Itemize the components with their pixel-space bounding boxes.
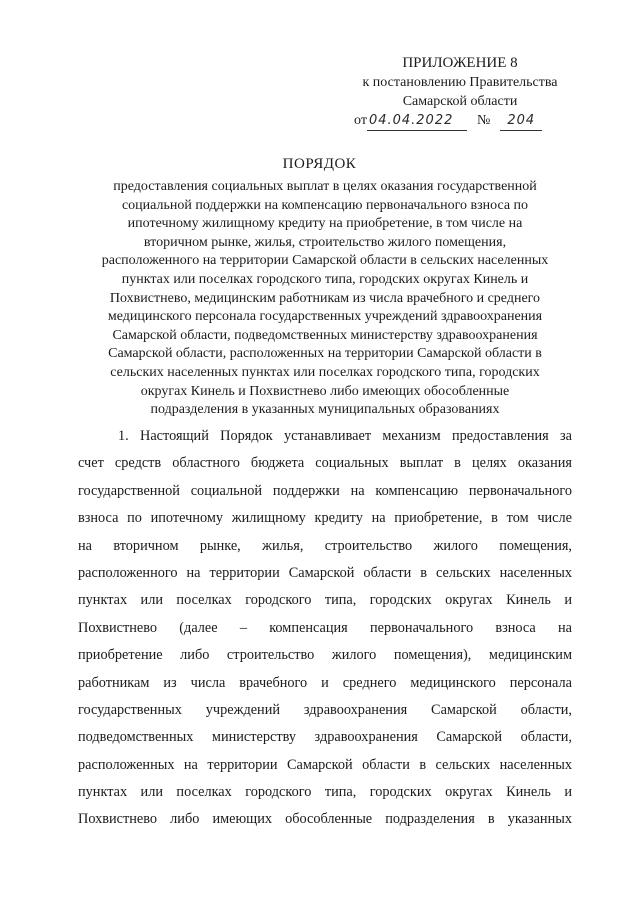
subtitle-line: сельских населенных пунктах или поселках городского типа, городских — [110, 364, 540, 380]
paragraph-1 — [78, 423, 572, 834]
body-line: 1. Настоящий Порядок устанавливает механизм предоставления за — [118, 428, 572, 444]
subtitle-line: Самарской области, подведомственных министерству здравоохранения — [112, 327, 538, 343]
body-line: Похвистнево либо имеющих обособленные подразделения в указанных — [78, 811, 572, 828]
body-line: работникам из числа врачебного и среднего медицинского персонала — [78, 674, 572, 691]
body-line: государственных учреждений здравоохранения Самарской области, — [78, 701, 572, 718]
subtitle-line: вторичном рынке, жилья, строительство жилого помещения, — [143, 234, 507, 250]
body-line: приобретение либо строительство жилого помещения), медицинским — [78, 647, 572, 664]
handwritten-date: 04.04.2022 — [367, 111, 467, 131]
subtitle-line: расположенного на территории Самарской области в сельских населенных — [101, 253, 549, 269]
subtitle-line: социальной поддержки на компенсацию первоначального взноса по — [121, 197, 529, 213]
body-line: расположенных на территории Самарской области в сельских населенных — [78, 756, 572, 773]
appendix-header — [340, 54, 580, 131]
body-line: государственной социальной поддержки на компенсацию первоначального — [78, 482, 572, 499]
body-line: Похвистнево (далее – компенсация первоначального взноса на — [78, 619, 572, 636]
number-prefix: № — [476, 113, 491, 128]
region-name: Самарской области — [402, 94, 518, 109]
body-line: расположенного на территории Самарской области в сельских населенных — [78, 564, 572, 581]
document-subtitle — [70, 178, 580, 420]
document-title: ПОРЯДОК — [282, 156, 357, 172]
handwritten-number: 204 — [500, 111, 542, 131]
subtitle-line: Похвистнево, медицинским работникам из числа врачебного и среднего — [109, 290, 541, 306]
body-line: подведомственных министерству здравоохранения Самарской области, — [78, 729, 572, 746]
body-line: на вторичном рынке, жилья, строительство жилого помещения, — [78, 537, 572, 554]
resolution-reference: к постановлению Правительства — [362, 75, 558, 90]
subtitle-line: округах Кинель и Похвистнево либо имеющих обособленные — [140, 383, 510, 399]
body-line: счет средств областного бюджета социальных выплат в целях оказания — [78, 455, 572, 472]
body-line: взноса по ипотечному жилищному кредиту на приобретение, в том числе — [78, 510, 572, 527]
subtitle-line: предоставления социальных выплат в целях оказания государственной — [113, 179, 537, 194]
subtitle-line: медицинского персонала государственных учреждений здравоохранения — [107, 309, 543, 325]
subtitle-line: подразделения в указанных муниципальных образованиях — [150, 402, 500, 418]
subtitle-line: ипотечному жилищному кредиту на приобретение, в том числе на — [127, 216, 523, 232]
subtitle-line: пунктах или поселках городского типа, городских округах Кинель и — [121, 271, 529, 287]
body-line: пунктах или поселках городского типа, городских округах Кинель и — [78, 592, 572, 609]
appendix-label: ПРИЛОЖЕНИЕ 8 — [402, 55, 518, 71]
date-prefix: от — [354, 113, 367, 128]
subtitle-line: Самарской области, расположенных на территории Самарской области в — [108, 346, 542, 362]
body-line: пунктах или поселках городского типа, городских округах Кинель и — [78, 784, 572, 801]
date-number-row — [340, 111, 580, 131]
